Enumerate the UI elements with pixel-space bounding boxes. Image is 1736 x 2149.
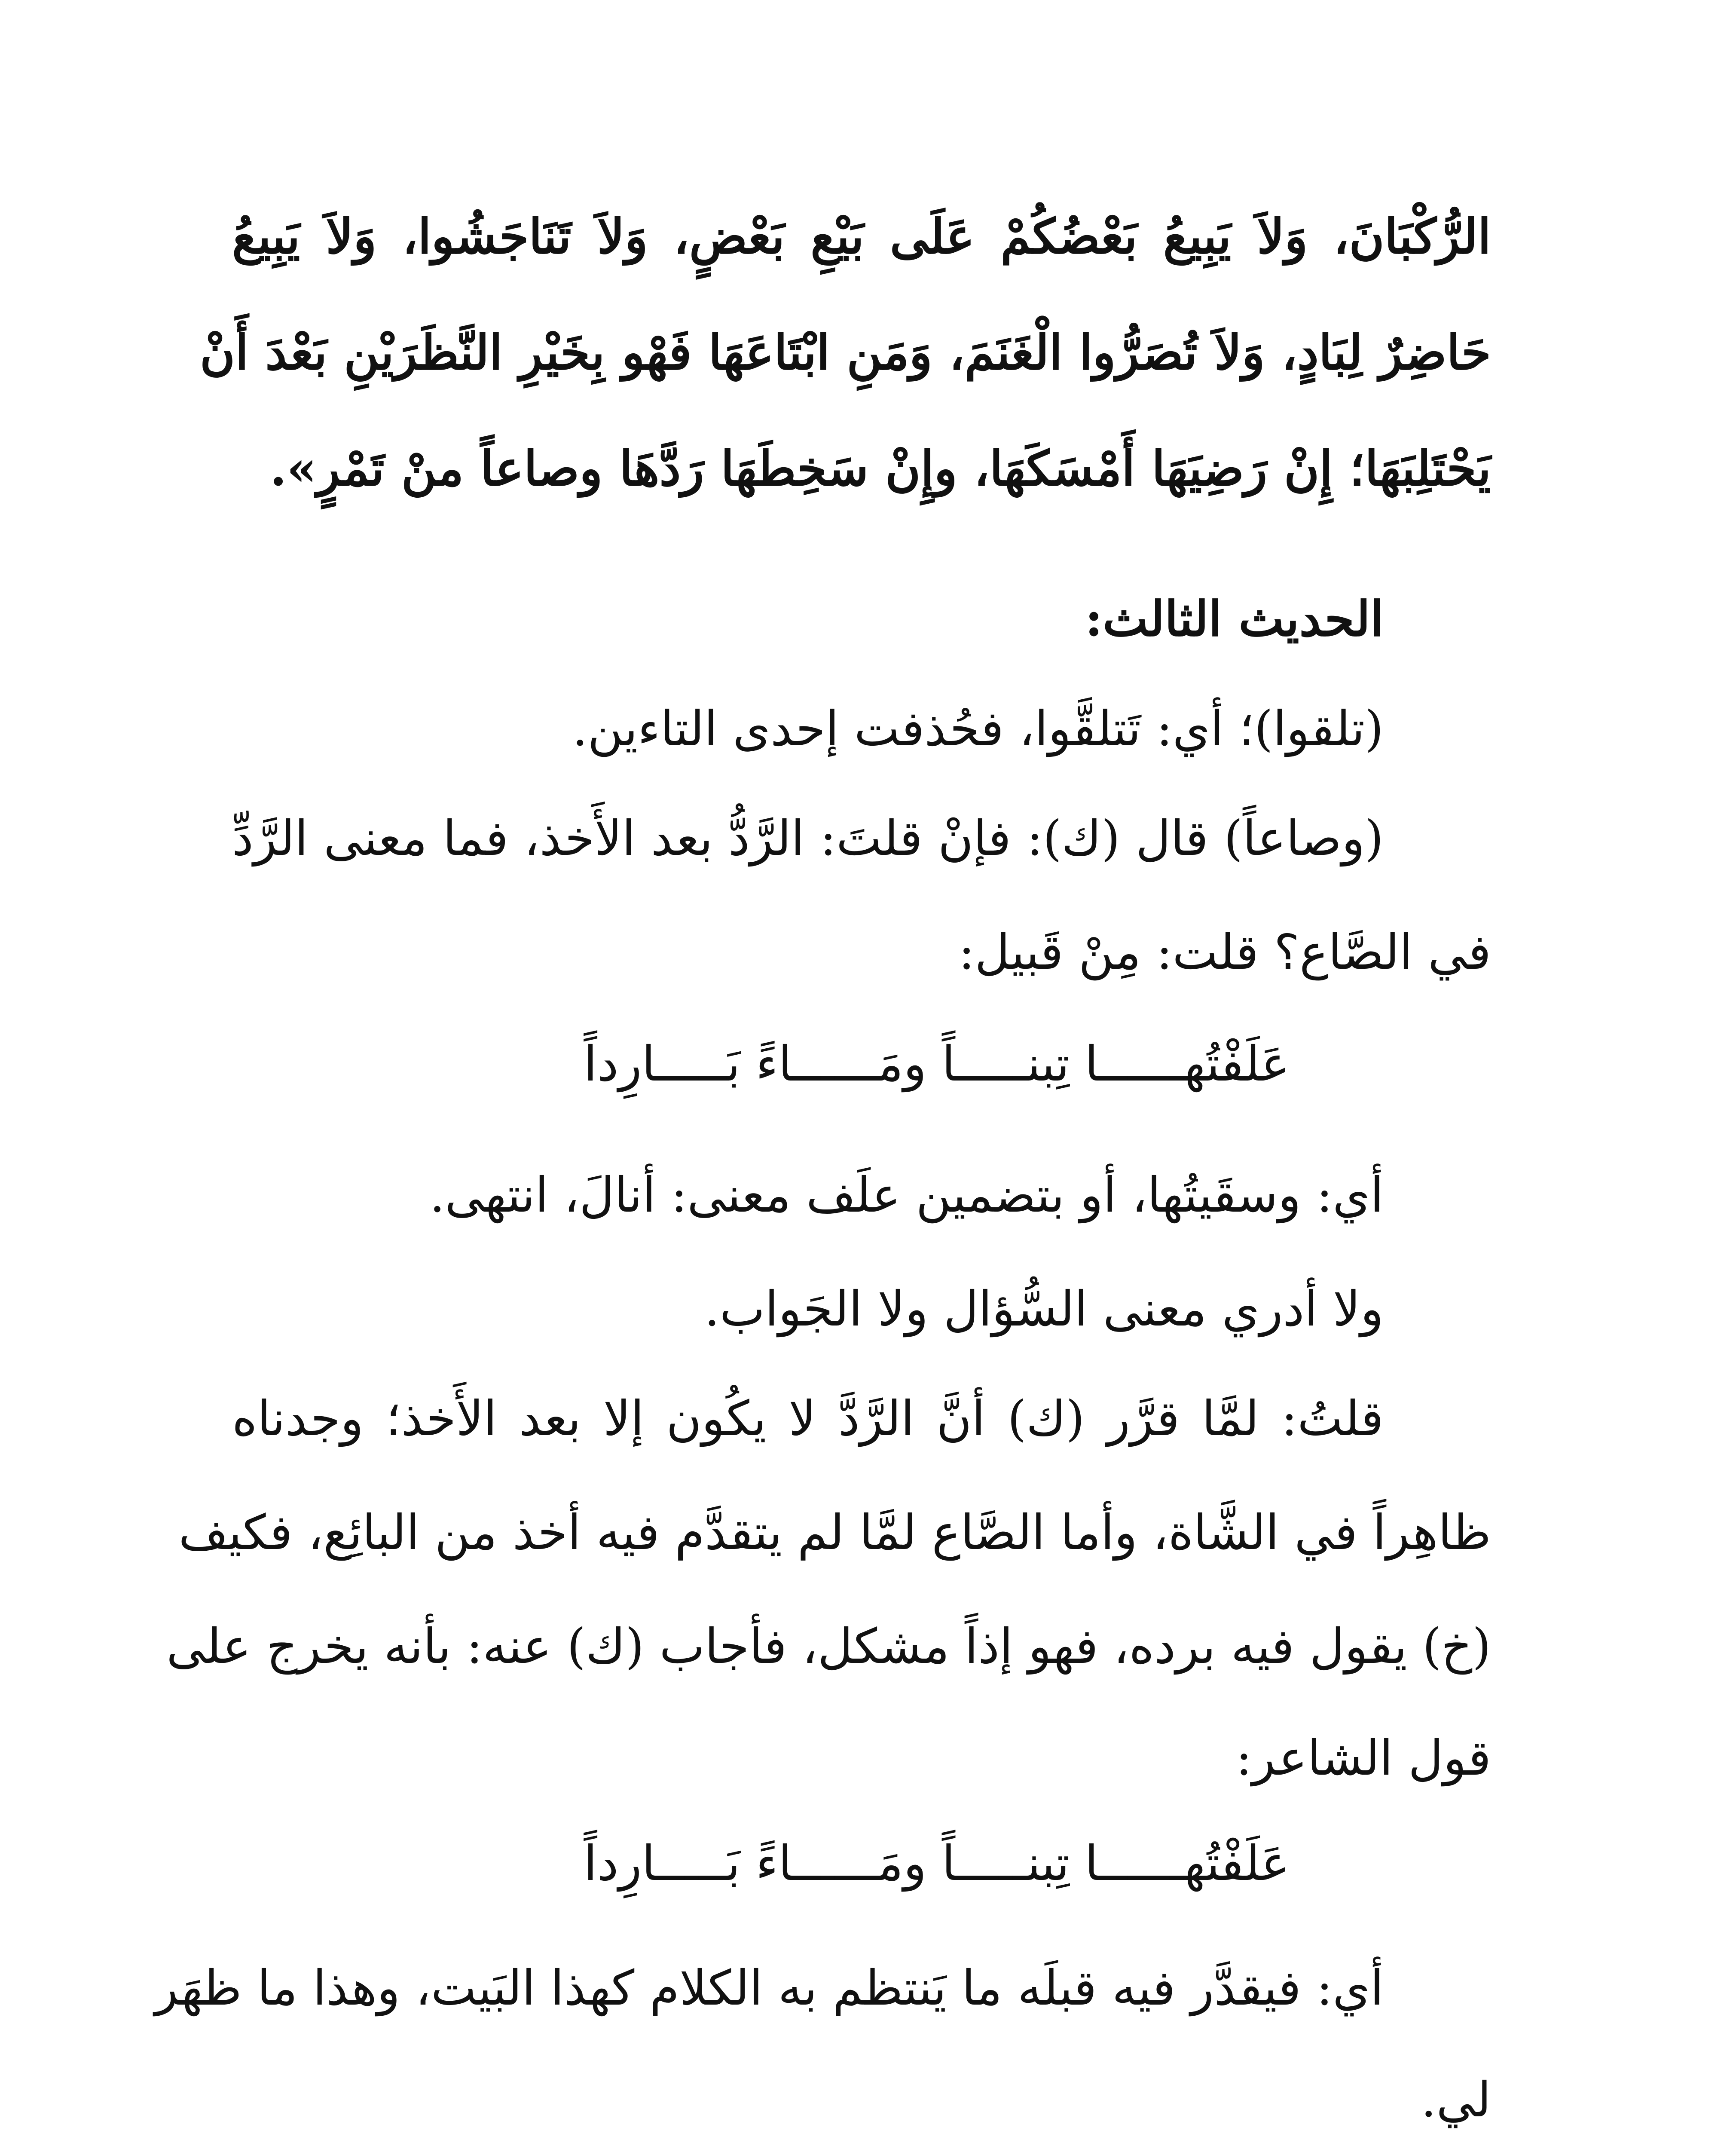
commentary-line-5: ولا أدري معنى السُّؤال ولا الجَواب. <box>704 1281 1384 1337</box>
commentary-line-10: أي: فيقدَّر فيه قبلَه ما يَنتظم به الكلام كهذا البَيت، وهذا ما ظهَر <box>155 1960 1384 2016</box>
commentary-line-7: ظاهِراً في الشَّاة، وأما الصَّاع لمَّا لم يتقدَّم فيه أخذ من البائِع، فكيف <box>178 1505 1491 1561</box>
verse-quote-2 <box>0 1836 1736 1892</box>
hadith-line-3: يَحْتَلِبَهَا؛ إِنْ رَضِيَهَا أَمْسَكَهَا، وإِنْ سَخِطَهَا رَدَّهَا وصاعاً منْ تَمْرٍ». <box>270 441 1491 497</box>
commentary-line-8: (خ) يقول فيه برده، فهو إذاً مشكل، فأجاب (ك) عنه: بأنه يخرج على <box>166 1619 1491 1675</box>
verse-quote-1-text: عَلَفْتُهــــــا تِبنـــــاً ومَــــــاءً بَـــــارِداً <box>584 1036 1290 1092</box>
commentary-line-3: في الصَّاع؟ قلت: مِنْ قَبيل: <box>958 924 1491 980</box>
verse-quote-1 <box>0 1036 1736 1092</box>
commentary-line-4: أي: وسقَيتُها، أو بتضمين علَف معنى: أنالَ، انتهى. <box>429 1167 1384 1223</box>
verse-quote-2-text: عَلَفْتُهــــــا تِبنـــــاً ومَــــــاءً بَـــــارِداً <box>584 1836 1290 1892</box>
commentary-line-2: (وصاعاً) قال (ك): فإنْ قلتَ: الرَّدُّ بعد الأَخذ، فما معنى الرَّدِّ <box>232 811 1384 866</box>
commentary-line-1: (تلقوا)؛ أي: تَتلقَّوا، فحُذفت إحدى التاءين. <box>572 701 1384 757</box>
commentary-line-11: لي. <box>1421 2072 1491 2128</box>
hadith-line-1: الرُّكْبَانَ، وَلاَ يَبِيعُ بَعْضُكُمْ عَلَى بَيْعِ بَعْضٍ، وَلاَ تَنَاجَشُوا، وَلاَ يَبِيعُ <box>232 208 1491 265</box>
commentary-line-6: قلتُ: لمَّا قرَّر (ك) أنَّ الرَّدَّ لا يكُون إلا بعد الأَخذ؛ وجدناه <box>232 1391 1384 1447</box>
commentary-line-9: قول الشاعر: <box>1235 1730 1491 1786</box>
section-heading: الحديث الثالث: <box>1085 591 1384 647</box>
hadith-line-2: حَاضِرٌ لِبَادٍ، وَلاَ تُصَرُّوا الْغَنَمَ، وَمَنِ ابْتَاعَهَا فَهْو بِخَيْرِ النَّظَرَيْنِ بَعْدَ أَنْ <box>200 324 1491 381</box>
